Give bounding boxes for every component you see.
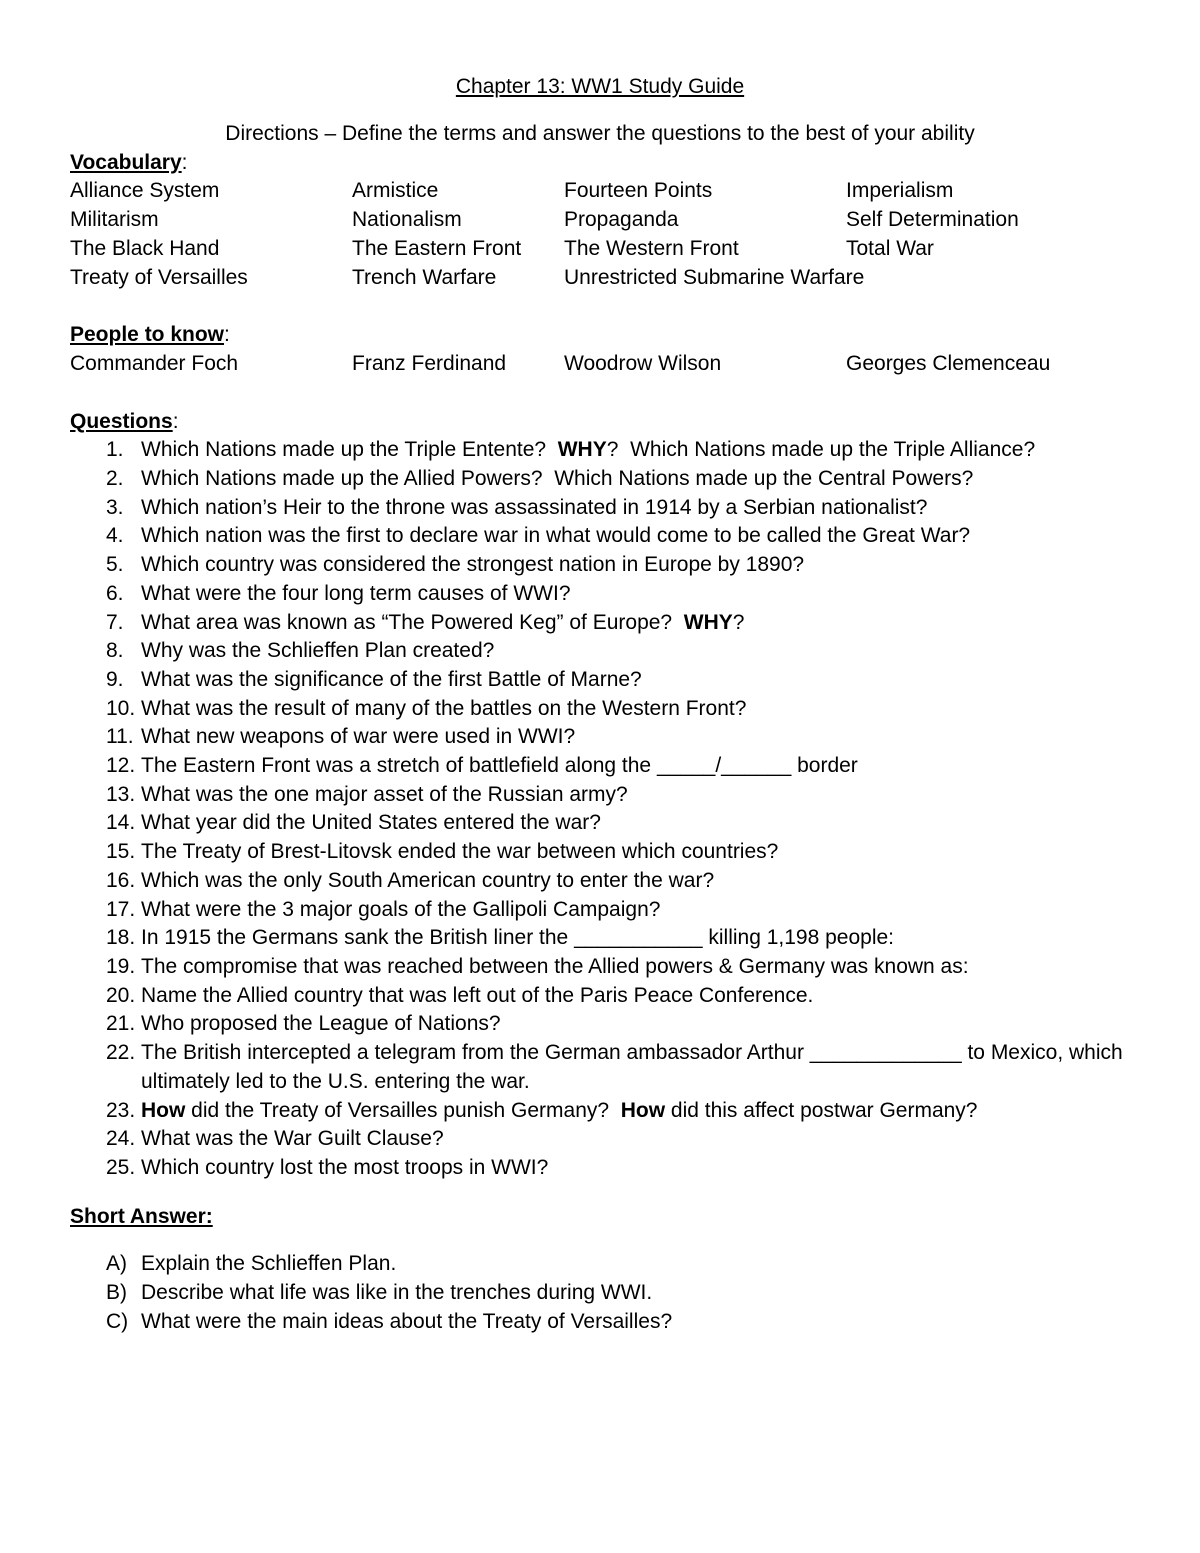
questions-list bbox=[70, 436, 1130, 1182]
person-name: Woodrow Wilson bbox=[564, 351, 722, 375]
short-answer-text: Describe what life was like in the trenches during WWI. bbox=[141, 1281, 653, 1305]
question-text: Name the Allied country that was left out of the Paris Peace Conference. bbox=[141, 983, 814, 1007]
study-guide-page bbox=[70, 72, 1130, 1336]
question-number: 5. bbox=[106, 553, 124, 577]
vocab-term: The Eastern Front bbox=[352, 236, 522, 260]
short-answer-letter: B) bbox=[106, 1281, 127, 1305]
people-heading: People to know: bbox=[70, 323, 230, 347]
question-number: 22. bbox=[106, 1041, 136, 1065]
questions-heading: Questions: bbox=[70, 409, 179, 433]
question-text: Why was the Schlieffen Plan created? bbox=[141, 639, 495, 663]
question-text: ? bbox=[732, 610, 745, 634]
question-text: Which country lost the most troops in WWI? bbox=[141, 1155, 549, 1179]
question-number: 8. bbox=[106, 639, 124, 663]
question-text: In 1915 the Germans sank the British liner the ___________ killing 1,198 people: bbox=[141, 926, 895, 950]
vocab-term: Trench Warfare bbox=[352, 265, 497, 289]
vocabulary-label: Vocabulary bbox=[70, 150, 182, 174]
question-text: Which country was considered the strongest nation in Europe by 1890? bbox=[141, 553, 805, 577]
question-item bbox=[70, 436, 1130, 465]
question-text: How bbox=[141, 1098, 186, 1122]
page-title: Chapter 13: WW1 Study Guide bbox=[455, 75, 745, 98]
question-item bbox=[70, 1010, 1130, 1039]
question-item bbox=[70, 982, 1130, 1011]
question-number: 20. bbox=[106, 983, 136, 1007]
question-text: The compromise that was reached between the Allied powers & Germany was known as: bbox=[141, 954, 969, 978]
short-answer-item bbox=[70, 1279, 1130, 1308]
person-name: Georges Clemenceau bbox=[846, 351, 1051, 375]
question-text: WHY bbox=[557, 438, 607, 462]
question-number: 23. bbox=[106, 1098, 136, 1122]
question-text: Who proposed the League of Nations? bbox=[141, 1012, 501, 1036]
question-item bbox=[70, 1097, 1130, 1126]
vocab-term: Alliance System bbox=[70, 179, 220, 203]
vocabulary-heading: Vocabulary: bbox=[70, 150, 188, 174]
directions-text: Directions – Define the terms and answer the questions to the best of your ability bbox=[225, 122, 975, 145]
question-text: Which nation’s Heir to the throne was assassinated in 1914 by a Serbian nationalist? bbox=[141, 495, 928, 519]
question-number: 1. bbox=[106, 438, 124, 462]
question-text: What were the four long term causes of WWI? bbox=[141, 581, 571, 605]
short-answer-item bbox=[70, 1250, 1130, 1279]
question-number: 17. bbox=[106, 897, 136, 921]
question-number: 15. bbox=[106, 840, 136, 864]
question-item bbox=[70, 896, 1130, 925]
question-number: 6. bbox=[106, 581, 124, 605]
vocab-term: Total War bbox=[846, 236, 934, 260]
short-answer-text: Explain the Schlieffen Plan. bbox=[141, 1252, 397, 1276]
question-item bbox=[70, 723, 1130, 752]
questions-label: Questions bbox=[70, 409, 173, 433]
question-item bbox=[70, 695, 1130, 724]
question-number: 10. bbox=[106, 696, 136, 720]
question-item bbox=[70, 867, 1130, 896]
question-text: WHY bbox=[683, 610, 733, 634]
question-text: How bbox=[620, 1098, 666, 1122]
question-text: What was the one major asset of the Russian army? bbox=[141, 782, 628, 806]
question-text: The British intercepted a telegram from the German ambassador Arthur _____________ to Mexico, which ultimately led to the U.S. entering the war. bbox=[141, 1041, 1129, 1093]
question-item bbox=[70, 522, 1130, 551]
vocab-term: Militarism bbox=[70, 208, 159, 232]
question-number: 21. bbox=[106, 1012, 136, 1036]
question-number: 16. bbox=[106, 868, 136, 892]
question-item bbox=[70, 781, 1130, 810]
short-answer-letter: C) bbox=[106, 1309, 129, 1333]
people-grid bbox=[70, 350, 1130, 379]
people-label: People to know bbox=[70, 323, 225, 347]
question-item bbox=[70, 924, 1130, 953]
question-text: What was the result of many of the battles on the Western Front? bbox=[141, 696, 747, 720]
vocab-term: The Western Front bbox=[564, 236, 739, 260]
question-text: What new weapons of war were used in WWI? bbox=[141, 725, 576, 749]
question-item bbox=[70, 1154, 1130, 1183]
question-item bbox=[70, 609, 1130, 638]
question-item bbox=[70, 838, 1130, 867]
question-number: 4. bbox=[106, 524, 124, 548]
vocab-term: Nationalism bbox=[352, 208, 462, 232]
question-item bbox=[70, 809, 1130, 838]
question-item bbox=[70, 1039, 1130, 1096]
vocab-term: Treaty of Versailles bbox=[70, 265, 248, 289]
question-item bbox=[70, 551, 1130, 580]
question-item bbox=[70, 1125, 1130, 1154]
vocabulary-grid bbox=[70, 177, 1130, 292]
question-number: 25. bbox=[106, 1155, 136, 1179]
question-number: 2. bbox=[106, 467, 124, 491]
question-number: 12. bbox=[106, 754, 136, 778]
question-item bbox=[70, 494, 1130, 523]
question-number: 14. bbox=[106, 811, 136, 835]
question-number: 24. bbox=[106, 1127, 136, 1151]
question-text: What was the War Guilt Clause? bbox=[141, 1127, 444, 1151]
question-number: 19. bbox=[106, 954, 136, 978]
vocab-term: Propaganda bbox=[564, 208, 679, 232]
question-text: What was the significance of the first Battle of Marne? bbox=[141, 667, 642, 691]
question-number: 3. bbox=[106, 495, 124, 519]
short-answer-label: Short Answer: bbox=[70, 1204, 213, 1228]
question-text: What year did the United States entered the war? bbox=[141, 811, 601, 835]
question-text: did the Treaty of Versailles punish Germany? bbox=[185, 1098, 621, 1122]
question-item bbox=[70, 666, 1130, 695]
vocab-term: The Black Hand bbox=[70, 236, 220, 260]
question-text: Which Nations made up the Allied Powers? Which Nations made up the Central Powers? bbox=[141, 467, 974, 491]
vocab-term: Imperialism bbox=[846, 179, 954, 203]
question-text: The Eastern Front was a stretch of battlefield along the _____/______ border bbox=[141, 754, 858, 778]
question-item bbox=[70, 637, 1130, 666]
short-answer-item bbox=[70, 1308, 1130, 1337]
question-text: ? Which Nations made up the Triple Alliance? bbox=[606, 438, 1036, 462]
person-name: Commander Foch bbox=[70, 351, 239, 375]
question-number: 18. bbox=[106, 926, 136, 950]
vocab-term: Armistice bbox=[352, 179, 439, 203]
question-number: 11. bbox=[106, 725, 134, 749]
vocab-term: Self Determination bbox=[846, 208, 1019, 232]
question-item bbox=[70, 580, 1130, 609]
question-text: Which was the only South American country to enter the war? bbox=[141, 868, 715, 892]
short-answer-list bbox=[70, 1250, 1130, 1336]
question-text: Which Nations made up the Triple Entente? bbox=[141, 438, 558, 462]
short-answer-letter: A) bbox=[106, 1252, 127, 1276]
question-number: 13. bbox=[106, 782, 136, 806]
question-text: did this affect postwar Germany? bbox=[665, 1098, 978, 1122]
question-item bbox=[70, 953, 1130, 982]
question-text: What were the 3 major goals of the Gallipoli Campaign? bbox=[141, 897, 661, 921]
person-name: Franz Ferdinand bbox=[352, 351, 507, 375]
question-text: What area was known as “The Powered Keg” of Europe? bbox=[141, 610, 684, 634]
question-item bbox=[70, 465, 1130, 494]
vocab-term: Fourteen Points bbox=[564, 179, 713, 203]
question-text: Which nation was the first to declare war in what would come to be called the Great War? bbox=[141, 524, 971, 548]
short-answer-text: What were the main ideas about the Treaty of Versailles? bbox=[141, 1309, 673, 1333]
vocab-term: Unrestricted Submarine Warfare bbox=[564, 265, 865, 289]
question-item bbox=[70, 752, 1130, 781]
question-number: 9. bbox=[106, 667, 124, 691]
question-text: The Treaty of Brest-Litovsk ended the war between which countries? bbox=[141, 840, 779, 864]
question-number: 7. bbox=[106, 610, 124, 634]
short-answer-heading bbox=[70, 1203, 1130, 1232]
